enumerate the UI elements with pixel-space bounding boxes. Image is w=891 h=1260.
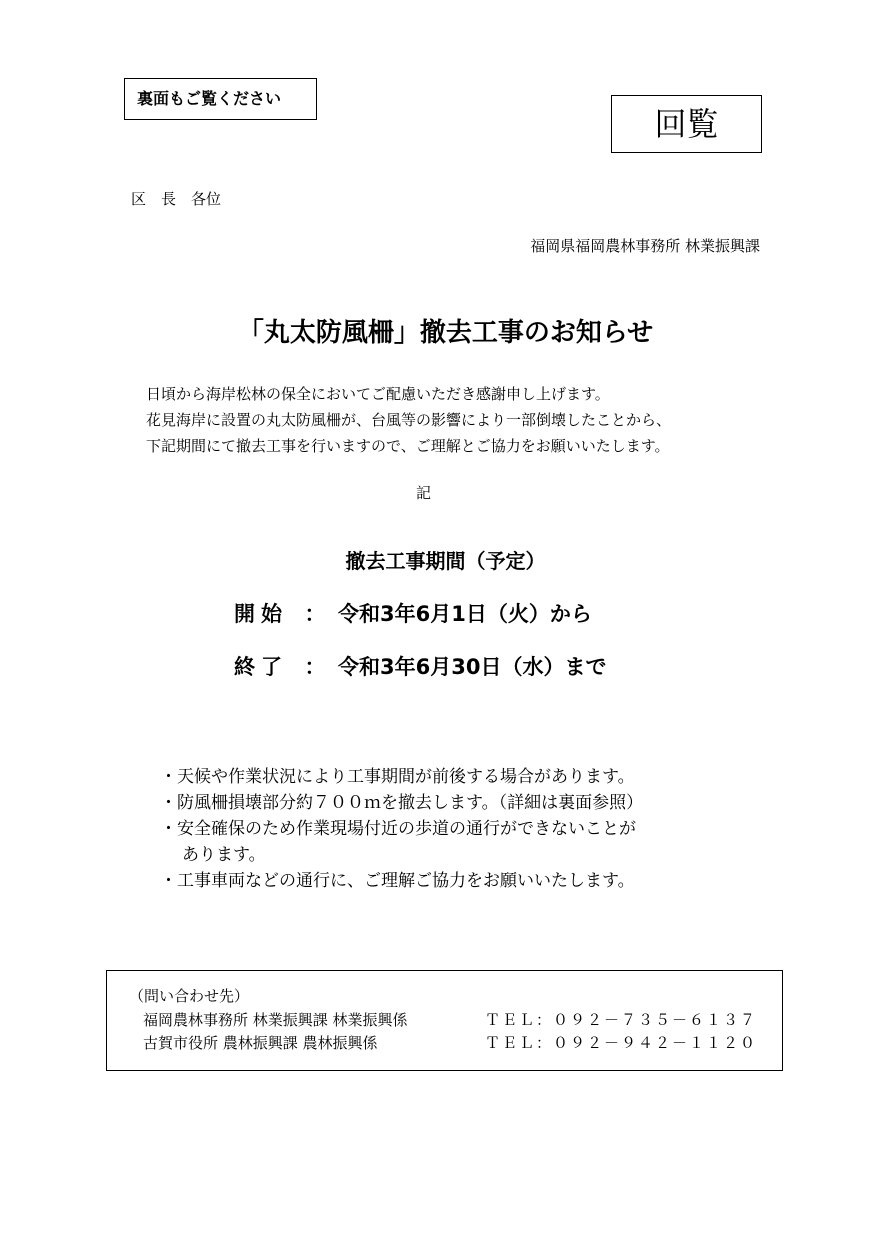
contact-box	[106, 970, 783, 1071]
contact-heading: （問い合わせ先）	[129, 987, 250, 1005]
contact-tel-fukuoka: ＴＥＬ：０９２－７３５－６１３７	[485, 1011, 758, 1029]
period-start-row	[234, 598, 592, 628]
period-start-label: 開始	[234, 602, 288, 626]
contact-row-fukuoka	[143, 1009, 758, 1030]
circulate-label: 回覧	[654, 105, 719, 143]
note-item-4: ・工事車両などの通行に、ご理解ご協力をお願いいたします。	[160, 871, 635, 891]
body-line-2: 花見海岸に設置の丸太防風柵が、台風等の影響により一部倒壊したことから、	[146, 411, 672, 429]
sender: 福岡県福岡農林事務所 林業振興課	[530, 237, 760, 255]
back-side-note: 裏面もご覧ください	[137, 89, 282, 108]
period-start-value: 令和3年6月1日（火）から	[338, 602, 592, 626]
period-end-label: 終了	[234, 655, 288, 679]
contact-row-koga	[143, 1032, 758, 1053]
note-item-3-continued: あります。	[182, 845, 266, 865]
back-side-note-box	[124, 78, 317, 120]
body-line-1: 日頃から海岸松林の保全においてご配慮いただき感謝申し上げます。	[146, 385, 610, 403]
notes-list	[160, 764, 643, 894]
contact-org-koga: 古賀市役所 農林振興課 農林振興係	[143, 1034, 378, 1052]
ki-marker: 記	[416, 484, 432, 502]
contact-org-fukuoka: 福岡農林事務所 林業振興課 林業振興係	[143, 1011, 408, 1029]
period-start-colon: ：	[304, 602, 326, 626]
contact-tel-koga: ＴＥＬ：０９２－９４２－１１２０	[485, 1034, 758, 1052]
period-end-colon: ：	[304, 655, 326, 679]
document-title: 「丸太防風柵」撤去工事のお知らせ	[237, 318, 654, 348]
body-line-3: 下記期間にて撤去工事を行いますので、ご理解とご協力をお願いいたします。	[146, 437, 670, 455]
period-title: 撤去工事期間（予定）	[345, 549, 546, 573]
circulate-stamp-box	[611, 95, 762, 153]
period-end-value: 令和3年6月30日（水）まで	[338, 655, 607, 679]
note-item-3: ・安全確保のため作業現場付近の歩道の通行ができないことが	[160, 819, 636, 839]
period-end-row	[234, 651, 606, 681]
note-item-1: ・天候や作業状況により工事期間が前後する場合があります。	[160, 767, 635, 787]
body-paragraph	[146, 381, 671, 459]
note-item-2: ・防風柵損壊部分約７００ｍを撤去します。（詳細は裏面参照）	[160, 793, 644, 813]
addressee: 区 長 各位	[131, 190, 222, 208]
